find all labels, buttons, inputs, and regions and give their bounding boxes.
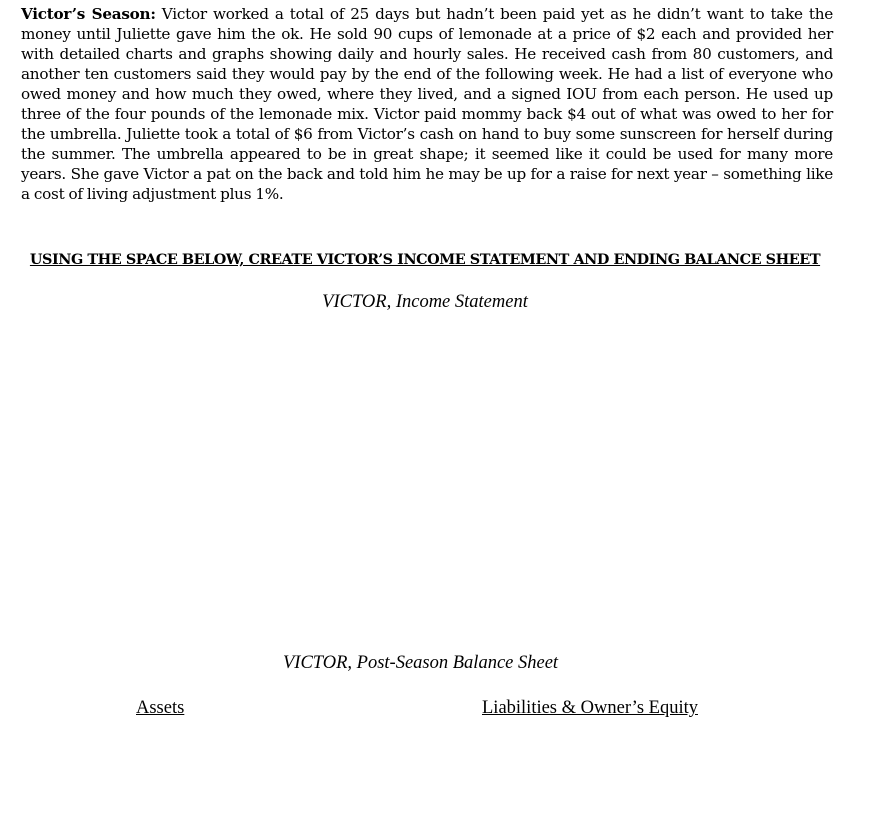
balance-sheet-title: VICTOR, Post-Season Balance Sheet — [283, 653, 559, 673]
income-statement-title: VICTOR, Income Statement — [322, 292, 528, 312]
scenario-lead: Victor’s Season: — [21, 5, 156, 23]
balance-sheet-answer-area — [21, 728, 833, 828]
liabilities-equity-heading: Liabilities & Owner’s Equity — [482, 698, 698, 718]
scenario-body: Victor worked a total of 25 days but hadn’t been paid yet as he didn’t want to take the money until Juliette gave him the ok. He sold 90 cups of lemonade at a price of $2 each and provided her with detailed charts and graphs showing daily and hourly sales. He received cash from 80 customers, and another ten customers said they would pay by the end of the following week. He had a list of everyone who owed money and how much they owed, where they lived, and a signed IOU from each person. He used up three of the four pounds of the lemonade mix. Victor paid mommy back $4 out of what was owed to her for the umbrella. Juliette took a total of $6 from Victor’s cash on hand to buy some sunscreen for herself during the summer. The umbrella appeared to be in great shape; it seemed like it could be used for many more years. She gave Victor a pat on the back and told him he may be up for a raise for next year – something like a cost of living adjustment plus 1%. — [21, 5, 834, 203]
scenario-paragraph — [21, 4, 833, 204]
assets-heading: Assets — [136, 698, 185, 718]
instruction-heading: USING THE SPACE BELOW, CREATE VICTOR’S INCOME STATEMENT AND ENDING BALANCE SHEET — [29, 251, 821, 268]
income-statement-answer-area — [21, 322, 833, 647]
